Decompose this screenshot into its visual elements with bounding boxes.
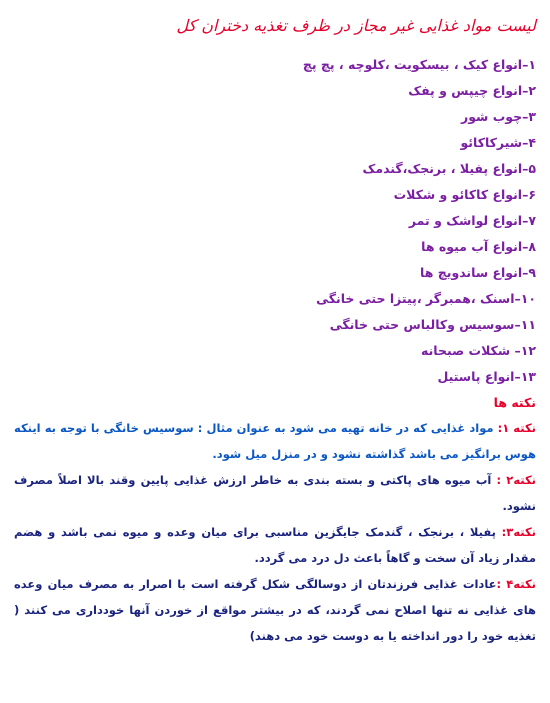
note-label: نکته۳:: [501, 525, 536, 539]
list-item: ۸–انواع آب میوه ها: [421, 239, 536, 254]
list-item: ۶–انواع کاکائو و شکلات: [393, 187, 536, 202]
note-label: نکته۲ :: [496, 473, 536, 487]
forbidden-items-list: [14, 52, 536, 390]
note-1: [14, 415, 536, 467]
list-item: ۱۱–سوسیس وکالباس حتی خانگی: [329, 317, 536, 332]
note-label: نکته ۱:: [497, 421, 536, 435]
note-text: آب میوه های پاکتی و بسته بندی به خاطر ارزش غذایی پایین وقند بالا اصلاً مصرف نشود.: [14, 473, 536, 513]
notes-heading: نکته ها: [493, 395, 536, 410]
list-item: ۷–انواع لواشک و تمر: [408, 213, 536, 228]
list-item: ۴–شیرکاکائو: [460, 135, 536, 150]
note-text: مواد غذایی که در خانه تهیه می شود به عنوان مثال : سوسیس خانگی با توجه به اینکه هوس برانگیز می باشد گذاشته نشود و در منزل میل شود.: [14, 421, 536, 461]
list-item: ۲–انواع چیپس و پفک: [408, 83, 536, 98]
list-item: ۹–انواع ساندویچ ها: [420, 265, 536, 280]
note-text: پفیلا ، برنجک ، گندمک جایگزین مناسبی برای میان وعده و میوه نمی باشد و هضم مقدار زیاد آن سخت و گاهاً باعث دل درد می گردد.: [14, 525, 536, 565]
note-4: [14, 571, 536, 649]
note-label: نکته۴ :: [496, 577, 536, 591]
page-title: لیست مواد غذایی غیر مجاز در ظرف تغذیه دختران کل: [176, 16, 536, 35]
list-item: ۵–انواع پفیلا ، برنجک،گندمک: [362, 161, 536, 176]
list-item: ۳–چوب شور: [461, 109, 536, 124]
note-text: عادات غذایی فرزندتان از دوسالگی شکل گرفته است با اصرار به مصرف میان وعده های غذایی نه تنها اصلاح نمی گردند، که در بیشتر مواقع از خوردن آنها خودداری می کنند ( تغذیه خود را دور انداخته یا به دوست خود می دهند): [14, 577, 536, 643]
list-item: ۱۰–اسنک ،همبرگر ،پیتزا حتی خانگی: [316, 291, 536, 306]
list-item: ۱–انواع کیک ، بیسکویت ،کلوچه ، پچ پچ: [302, 57, 536, 72]
note-3: [14, 519, 536, 571]
list-item: ۱۲– شکلات صبحانه: [421, 343, 536, 358]
list-item: ۱۳–انواع پاستیل: [437, 369, 536, 384]
note-2: [14, 467, 536, 519]
